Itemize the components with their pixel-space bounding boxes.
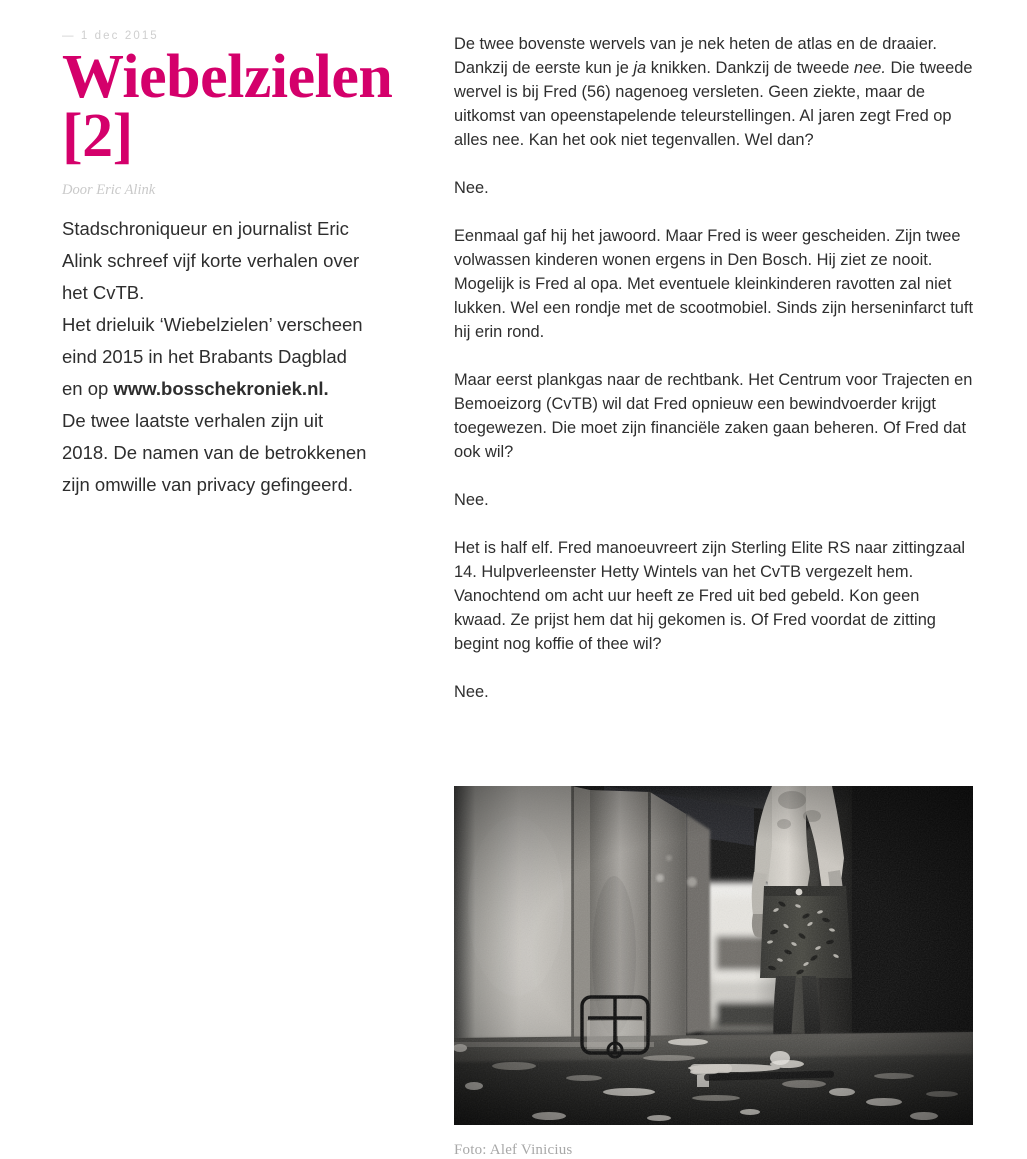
body-paragraph-6: Het is half elf. Fred manoeuvreert zijn Sterling Elite RS naar zittingzaal 14. Hulpverleenster Hetty Wintels van het CvTB vergezelt hem. Vanochtend om acht uur heeft ze Fred uit bed gebeld. Kon geen kwaad. Ze prijst hem dat hij gekomen is. Of Fred voordat de zitting begint nog koffie of thee wil? (454, 539, 966, 653)
intro-line-8: 2018. De namen van de betrokkenen (62, 442, 367, 463)
article-photo (454, 786, 973, 1125)
headline-line-2: [2] (62, 102, 133, 170)
p1-part-c: Die tweede wervel is bij Fred (56) nagenoeg versleten. Geen ziekte, maar de uitkomst van opeenstapelende teleurstellingen. Al jaren zegt Fred op alles nee. Kan het ook niet tegenvallen. Wel dan? (454, 59, 973, 149)
p1-part-a: De twee bovenste wervels van je nek heten de atlas en de draaier. Dankzij de eerste kun je (454, 35, 937, 77)
photo-caption: Foto: Alef Vinicius (454, 1142, 573, 1158)
intro-line-7: De twee laatste verhalen zijn uit (62, 410, 324, 431)
body-paragraph-1 (454, 32, 974, 152)
intro-line-2: Alink schreef vijf korte verhalen over (62, 250, 360, 271)
article-left-column (62, 30, 427, 501)
article-body-column (454, 32, 974, 704)
p1-emphasis-ja: ja (633, 59, 647, 77)
body-paragraph-7: Nee. (454, 683, 489, 701)
p1-part-b: knikken. Dankzij de tweede (646, 59, 854, 77)
article-figure (454, 786, 973, 1159)
headline-line-1: Wiebelzielen (62, 43, 393, 111)
body-paragraph-3: Eenmaal gaf hij het jawoord. Maar Fred is weer gescheiden. Zijn twee volwassen kinderen wonen ergens in Den Bosch. Hij ziet ze nooit. Mogelijk is Fred al opa. Met eventuele kleinkinderen ravotten zal niet lukken. Wel een rondje met de scootmobiel. Sinds zijn herseninfarct tuft hij erin rond. (454, 227, 974, 341)
body-paragraph-2: Nee. (454, 179, 489, 197)
body-paragraph-5: Nee. (454, 491, 489, 509)
bosschekroniek-link[interactable]: www.bosschekroniek.nl. (113, 378, 329, 399)
author-byline: Door Eric Alink (62, 182, 156, 198)
page-title (62, 43, 427, 170)
intro-line-9: zijn omwille van privacy gefingeerd. (62, 474, 353, 495)
intro-line-6 (62, 373, 427, 405)
intro-line-1: Stadschroniqueur en journalist Eric (62, 218, 349, 239)
intro-line-6-prefix: en op (62, 378, 114, 399)
p1-emphasis-nee: nee. (853, 59, 886, 77)
publication-date: — 1 dec 2015 (62, 30, 159, 42)
intro-line-5: eind 2015 in het Brabants Dagblad (62, 346, 347, 367)
corridor-photo-illustration (454, 786, 973, 1125)
body-paragraph-4: Maar eerst plankgas naar de rechtbank. Het Centrum voor Trajecten en Bemoeizorg (CvTB) wil dat Fred opnieuw een bewindvoerder krijgt toegewezen. Die moet zijn financiële zaken gaan beheren. Of Fred dat ook wil? (454, 371, 973, 461)
intro-line-4: Het drieluik ‘Wiebelzielen’ verscheen (62, 314, 363, 335)
intro-line-3: het CvTB. (62, 282, 145, 303)
article-intro (62, 213, 427, 501)
